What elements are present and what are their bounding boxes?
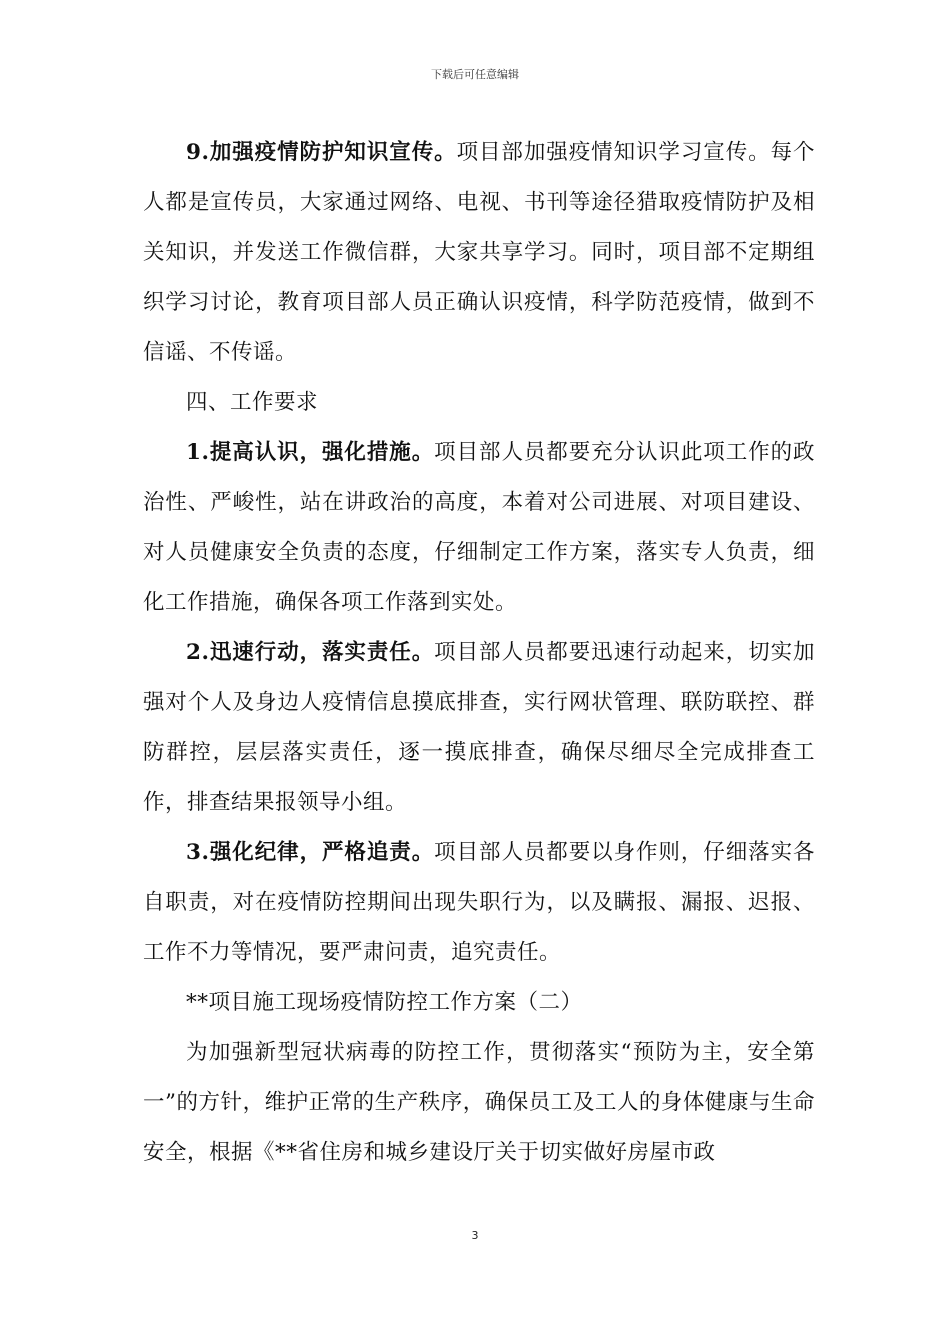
page-number: 3 — [471, 1229, 479, 1242]
document-body — [143, 128, 815, 1178]
paragraph-intro — [143, 1028, 815, 1178]
paragraph-lead: 2.迅速行动，落实责任。 — [186, 640, 435, 665]
document-subtitle — [143, 978, 815, 1028]
paragraph-publicity — [143, 128, 815, 378]
section-heading-requirements — [143, 378, 815, 428]
subtitle-text: **项目施工现场疫情防控工作方案（二） — [186, 990, 583, 1015]
page-footer — [0, 1229, 950, 1242]
paragraph-text: 项目部人员都要迅速行动起来，切实加强对个人及身边人疫情信息摸底排查，实行网状管理、联防联控、群防群控，层层落实责任，逐一摸底排查，确保尽细尽全完成排查工作，排查结果报领导小组。 — [143, 640, 815, 815]
paragraph-requirement-3 — [143, 828, 815, 978]
paragraph-text: 项目部人员都要以身作则，仔细落实各自职责，对在疫情防控期间出现失职行为，以及瞒报、漏报、迟报、工作不力等情况，要严肃问责，追究责任。 — [143, 840, 815, 965]
page-header — [0, 66, 950, 82]
paragraph-text: 为加强新型冠状病毒的防控工作，贯彻落实“预防为主，安全第一”的方针，维护正常的生产秩序，确保员工及工人的身体健康与生命安全，根据《**省住房和城乡建设厅关于切实做好房屋市政 — [143, 1040, 815, 1165]
paragraph-requirement-2 — [143, 628, 815, 828]
paragraph-lead: 1.提高认识，强化措施。 — [186, 440, 435, 465]
paragraph-text: 项目部人员都要充分认识此项工作的政治性、严峻性，站在讲政治的高度，本着对公司进展、对项目建设、对人员健康安全负责的态度，仔细制定工作方案，落实专人负责，细化工作措施，确保各项工作落到实处。 — [143, 440, 815, 615]
paragraph-text: 项目部加强疫情知识学习宣传。每个人都是宣传员，大家通过网络、电视、书刊等途径猎取疫情防护及相关知识，并发送工作微信群，大家共享学习。同时，项目部不定期组织学习讨论，教育项目部人员正确认识疫情，科学防范疫情，做到不信谣、不传谣。 — [143, 140, 815, 365]
header-text: 下载后可任意编辑 — [431, 68, 519, 81]
section-heading-text: 四、工作要求 — [186, 390, 319, 415]
paragraph-requirement-1 — [143, 428, 815, 628]
paragraph-lead: 3.强化纪律，严格追责。 — [186, 840, 435, 865]
paragraph-lead: 9.加强疫情防护知识宣传。 — [186, 140, 457, 165]
